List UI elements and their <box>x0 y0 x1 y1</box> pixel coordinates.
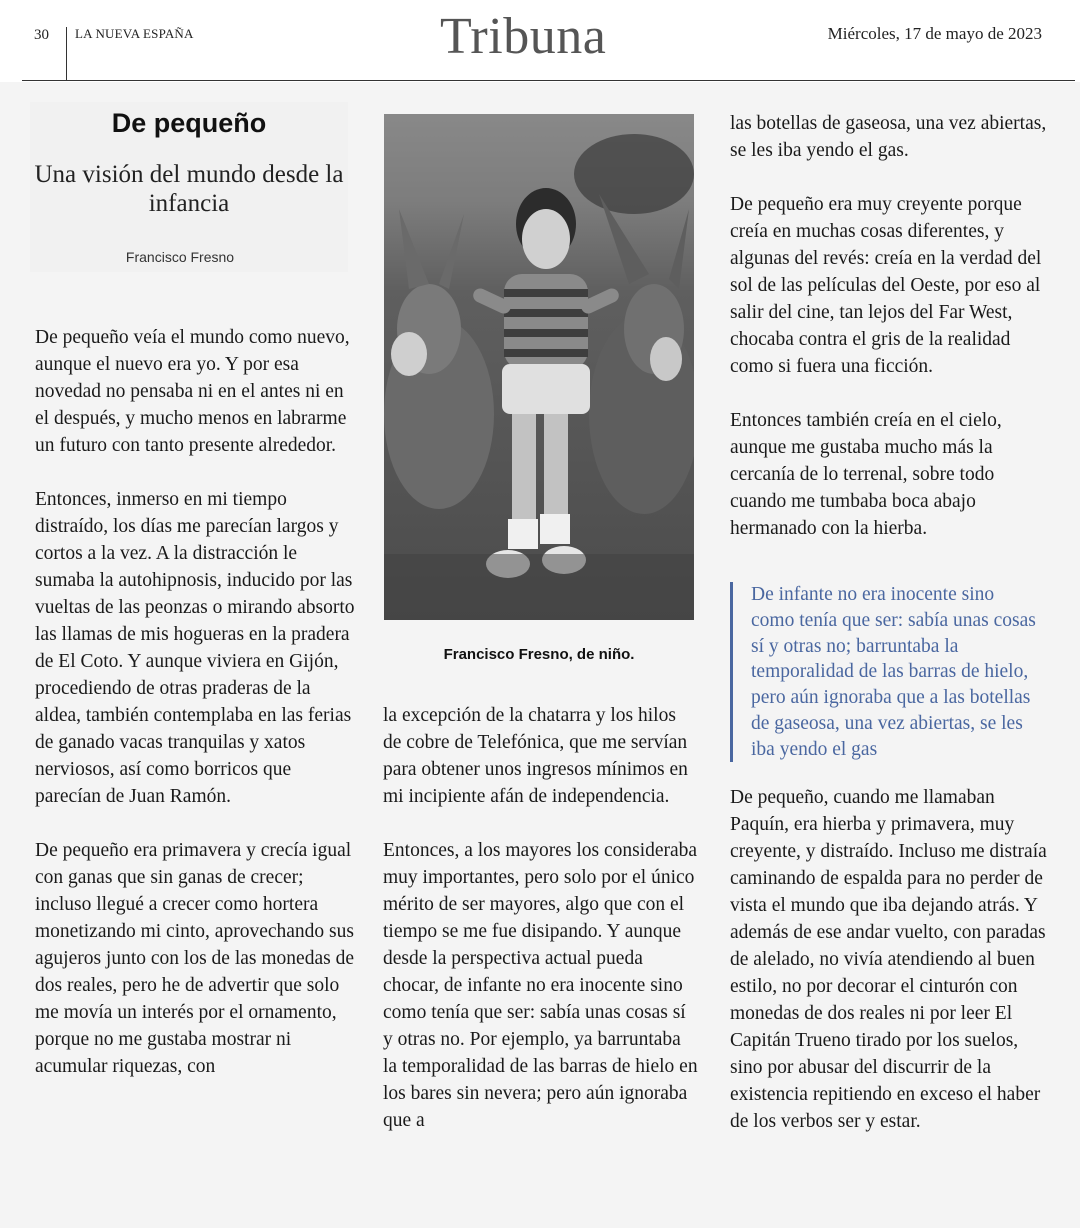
article-column-3-top <box>730 110 1048 569</box>
paragraph: De pequeño, cuando me llamaban Paquín, era hierba y primavera, muy creyente, y distraído. Incluso me distraía caminando de espalda para no perder de vista el mundo que iba dejando atrás. Y además de ese andar vuelto, con paradas de alelado, no vivía atendiendo al buen estilo, no por decorar el cinturón con monedas de dos reales ni por leer El Capitán Trueno tirado por los suelos, sino por abusar del discurrir de la existencia repitiendo en exceso el haber de los verbos ser y estar. <box>730 787 1047 1132</box>
headline: De pequeño <box>111 108 267 138</box>
byline: Francisco Fresno <box>125 249 235 265</box>
masthead <box>0 0 1080 82</box>
paragraph: la excepción de la chatarra y los hilos de cobre de Telefónica, que me servían para obtener unos ingresos mínimos en mi incipiente afán de independencia. <box>383 705 688 807</box>
subheadline: Una visión del mundo desde la infancia <box>34 161 344 217</box>
section-title: Tribuna <box>440 8 607 65</box>
paragraph: Entonces, a los mayores los consideraba muy importantes, pero solo por el único mérito de ser mayores, algo que con el tiempo se me fue disipando. Y aunque desde la perspectiva actual pueda chocar, de infante no era inocente sino como tenía que ser: sabía unas cosas sí y otras no. Por ejemplo, ya barruntaba la temporalidad de las barras de hielo en los bares sin nevera; pero aún ignoraba que a <box>383 840 698 1131</box>
article-column-2 <box>383 702 698 1161</box>
pull-quote: De infante no era inocente sino como tenía que ser: sabía unas cosas sí y otras no; barruntaba la temporalidad de las barras de hielo, pero aún ignoraba que a las botellas de gaseosa, una vez abiertas, se les iba yendo el gas <box>730 582 1040 762</box>
paragraph: Entonces también creía en el cielo, aunque me gustaba mucho más la cercanía de lo terrenal, sobre todo cuando me tumbaba boca abajo hermanado con la hierba. <box>730 410 1002 539</box>
paragraph: las botellas de gaseosa, una vez abiertas, se les iba yendo el gas. <box>730 113 1047 161</box>
masthead-rule <box>22 80 1075 81</box>
photo-caption: Francisco Fresno, de niño. <box>443 646 635 663</box>
paragraph: De pequeño era muy creyente porque creía en muchas cosas diferentes, y algunas del revés: creía en la verdad del sol de las películas del Oeste, por eso al salir del cine, tan lejos del Far West, chocaba contra el gris de la realidad como si fuera una ficción. <box>730 194 1042 377</box>
paragraph: De pequeño veía el mundo como nuevo, aunque el nuevo era yo. Y por esa novedad no pensaba ni en el antes ni en el después, y mucho menos en labrarme un futuro con tanto presente alrededor. <box>35 327 350 456</box>
paragraph: Entonces, inmerso en mi tiempo distraído, los días me parecían largos y cortos a la vez. A la distracción le sumaba la autohipnosis, inducido por las vueltas de las peonzas o mirando absorto las llamas de mis hogueras en la pradera de El Coto. Y aunque viviera en Gijón, procediendo de otras praderas de la aldea, también contemplaba en las ferias de ganado vacas tranquilas y xatos nerviosos, así como borricos que parecían de Juan Ramón. <box>35 489 355 807</box>
page-number: 30 <box>34 27 49 43</box>
newspaper-name: LA NUEVA ESPAÑA <box>75 26 194 41</box>
article-photo <box>384 114 694 620</box>
paragraph: De pequeño era primavera y crecía igual con ganas que sin ganas de crecer; incluso llegué a crecer como hortera monetizando mi cinto, aprovechando sus agujeros junto con los de las monedas de dos reales, pero he de advertir que solo me movía un interés por el ornamento, porque no me gustaba mostrar ni acumular riquezas, con <box>35 840 354 1077</box>
article-column-1 <box>35 324 355 1107</box>
article-column-3-bottom <box>730 784 1048 1162</box>
issue-date: Miércoles, 17 de mayo de 2023 <box>827 24 1042 43</box>
masthead-divider <box>66 27 67 80</box>
